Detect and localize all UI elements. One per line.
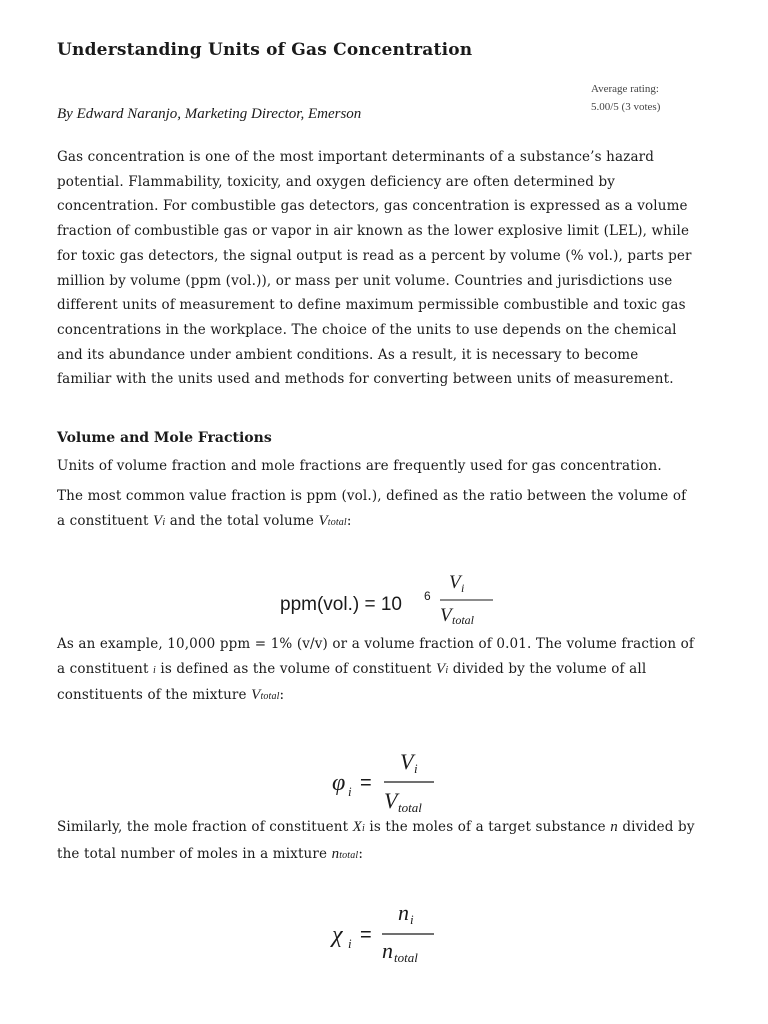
eq2-numerator-v: V xyxy=(400,749,414,774)
p3-text-a: As an example, 10,000 ppm = 1% (v/v) or a volume fraction of 0.01. The volume fraction of a constituent xyxy=(57,636,695,677)
equation-mole-fraction xyxy=(330,896,450,968)
sub-i: i xyxy=(445,664,449,676)
sub-total: total xyxy=(327,516,347,528)
intro-paragraph: Gas concentration is one of the most important determinants of a substance’s hazard potential. Flammability, toxicity, and oxygen deficiency are often determined by concentration. For combustible gas detectors, gas concentration is expressed as a volume fraction of combustible gas or vapor in air known as the lower explosive limit (LEL), while for toxic gas detectors, the signal output is read as a percent by volume (% vol.), parts per million by volume (ppm (vol.)), or mass per unit volume. Countries and jurisdictions use different units of measurement to define maximum permissible combustible and toxic gas concentrations in the workplace. The choice of the units to use depends on the chemical and its abundance under ambient conditions. As a result, it is necessary to become familiar with the units used and methods for converting between units of measurement. xyxy=(57,149,692,388)
sub-i: i xyxy=(362,823,365,834)
var-n: n xyxy=(331,845,340,862)
eq1-numerator-i: i xyxy=(461,581,465,595)
p3-text-d: : xyxy=(279,687,285,704)
p2-text-a: The most common value fraction is ppm (vol.), defined as the ratio between the volume of a constituent xyxy=(57,488,687,529)
eq2-phi-sub: i xyxy=(348,784,352,799)
eq2-numerator-i: i xyxy=(414,761,418,776)
sub-total: total xyxy=(339,849,359,861)
p4-text-a: Similarly, the mole fraction of constituent xyxy=(57,819,353,835)
p3-text-b: is defined as the volume of constituent xyxy=(155,660,436,677)
p2-text-c: : xyxy=(346,512,352,529)
eq3-chi-sub: i xyxy=(348,936,352,951)
eq2-denominator-v: V xyxy=(384,788,398,813)
eq3-equals: = xyxy=(360,924,372,946)
paragraph-mole-fraction xyxy=(57,815,697,868)
eq1-exponent: 6 xyxy=(424,589,431,603)
var-i: i xyxy=(153,664,156,676)
p2-text-b: and the total volume xyxy=(165,512,319,529)
eq3-numerator-n: n xyxy=(398,900,409,925)
eq3-chi: χ xyxy=(332,922,343,948)
rating-label: Average rating: xyxy=(591,83,659,95)
eq2-equals: = xyxy=(360,772,372,794)
p4-text-b: is the moles of a target substance xyxy=(364,819,611,835)
equation-ppm xyxy=(280,566,500,630)
rating-value: 5.00/5 (3 votes) xyxy=(591,101,661,113)
equation-volume-fraction xyxy=(330,744,450,816)
eq2-phi: φ xyxy=(332,770,346,796)
eq3-denominator-n: n xyxy=(382,938,393,963)
var-v: V xyxy=(436,660,446,677)
section-heading: Volume and Mole Fractions xyxy=(57,430,272,446)
eq1-numerator-v: V xyxy=(449,572,461,593)
var-v: V xyxy=(153,512,163,529)
p3-text-c: divided by the volume of all constituents of the mixture xyxy=(57,660,647,704)
article-title: Understanding Units of Gas Concentration xyxy=(57,40,473,60)
var-n: n xyxy=(610,819,618,835)
var-v: V xyxy=(318,512,328,529)
eq1-denominator-total: total xyxy=(452,613,475,627)
eq2-denominator-total: total xyxy=(398,800,422,815)
average-rating xyxy=(591,80,660,116)
paragraph-ppm-definition xyxy=(57,484,697,535)
sub-i: i xyxy=(162,516,166,528)
p4-text-d: : xyxy=(358,845,364,862)
var-v: V xyxy=(251,687,261,704)
sub-total: total xyxy=(260,691,280,703)
paragraph-volume-fraction xyxy=(57,632,697,710)
var-x: X xyxy=(352,819,362,835)
p4-text-c: divided by the total number of moles in a mixture xyxy=(57,819,695,862)
eq3-numerator-i: i xyxy=(410,912,414,927)
byline: By Edward Naranjo, Marketing Director, Emerson xyxy=(57,106,362,122)
eq1-lhs: ppm(vol.) = 10 xyxy=(280,594,402,615)
eq1-denominator-v: V xyxy=(440,605,452,626)
paragraph-units: Units of volume fraction and mole fractions are frequently used for gas concentration. xyxy=(57,458,662,474)
eq3-denominator-total: total xyxy=(394,950,418,965)
